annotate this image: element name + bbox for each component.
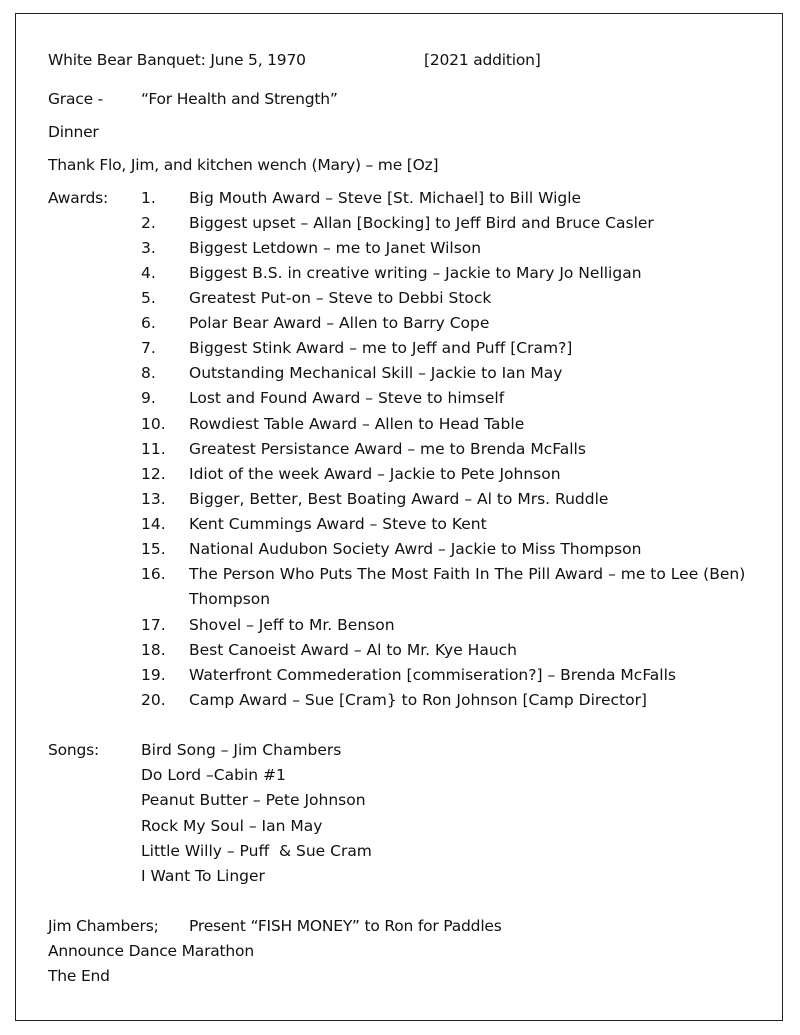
award-text: Shovel – Jeff to Mr. Benson xyxy=(189,616,395,634)
award-number: 3. xyxy=(141,239,156,257)
song-item: Do Lord –Cabin #1 xyxy=(141,766,286,784)
dance-line: Announce Dance Marathon xyxy=(48,942,254,960)
song-item: Peanut Butter – Pete Johnson xyxy=(141,791,366,809)
award-text: Rowdiest Table Award – Allen to Head Table xyxy=(189,415,525,433)
award-number: 2. xyxy=(141,214,156,232)
award-number: 16. xyxy=(141,565,166,583)
award-text: Best Canoeist Award – Al to Mr. Kye Hauch xyxy=(189,641,517,659)
award-text: Idiot of the week Award – Jackie to Pete Johnson xyxy=(189,465,561,483)
award-number: 15. xyxy=(141,540,166,558)
award-text: Polar Bear Award – Allen to Barry Cope xyxy=(189,314,490,332)
award-text: Biggest B.S. in creative writing – Jackie to Mary Jo Nelligan xyxy=(189,264,642,282)
award-number: 10. xyxy=(141,415,166,433)
song-item: I Want To Linger xyxy=(141,867,265,885)
dinner-line: Dinner xyxy=(48,123,99,141)
award-number: 20. xyxy=(141,691,166,709)
thanks-line: Thank Flo, Jim, and kitchen wench (Mary) – me [Oz] xyxy=(48,156,439,174)
closing-action: Present “FISH MONEY” to Ron for Paddles xyxy=(189,917,502,935)
grace-text: “For Health and Strength” xyxy=(141,90,338,108)
closing-speaker: Jim Chambers; xyxy=(48,917,159,935)
award-number: 12. xyxy=(141,465,166,483)
award-text: Waterfront Commederation [commiseration?] – Brenda McFalls xyxy=(189,666,676,684)
award-text: Greatest Put-on – Steve to Debbi Stock xyxy=(189,289,492,307)
award-text: National Audubon Society Awrd – Jackie to Miss Thompson xyxy=(189,540,642,558)
award-text: Greatest Persistance Award – me to Brenda McFalls xyxy=(189,440,586,458)
award-number: 13. xyxy=(141,490,166,508)
award-text: Outstanding Mechanical Skill – Jackie to Ian May xyxy=(189,364,563,382)
song-item: Little Willy – Puff & Sue Cram xyxy=(141,842,372,860)
award-number: 9. xyxy=(141,389,156,407)
award-text: Lost and Found Award – Steve to himself xyxy=(189,389,505,407)
award-text: Camp Award – Sue [Cram} to Ron Johnson [Camp Director] xyxy=(189,691,647,709)
document-title: White Bear Banquet: June 5, 1970 xyxy=(48,51,306,69)
award-number: 17. xyxy=(141,616,166,634)
award-number: 14. xyxy=(141,515,166,533)
award-number: 19. xyxy=(141,666,166,684)
song-item: Rock My Soul – Ian May xyxy=(141,817,323,835)
award-number: 8. xyxy=(141,364,156,382)
award-number: 18. xyxy=(141,641,166,659)
award-number: 6. xyxy=(141,314,156,332)
song-item: Bird Song – Jim Chambers xyxy=(141,741,342,759)
award-text: The Person Who Puts The Most Faith In The Pill Award – me to Lee (Ben) Thompson xyxy=(189,565,746,608)
award-text: Kent Cummings Award – Steve to Kent xyxy=(189,515,487,533)
award-number: 4. xyxy=(141,264,156,282)
songs-label: Songs: xyxy=(48,741,100,759)
award-text: Biggest Stink Award – me to Jeff and Puff [Cram?] xyxy=(189,339,573,357)
award-number: 11. xyxy=(141,440,166,458)
awards-label: Awards: xyxy=(48,189,108,207)
award-number: 1. xyxy=(141,189,156,207)
award-number: 7. xyxy=(141,339,156,357)
award-number: 5. xyxy=(141,289,156,307)
edition-note: [2021 addition] xyxy=(424,51,541,69)
award-text: Big Mouth Award – Steve [St. Michael] to Bill Wigle xyxy=(189,189,582,207)
grace-label: Grace - xyxy=(48,90,104,108)
award-text: Biggest upset – Allan [Bocking] to Jeff Bird and Bruce Casler xyxy=(189,214,654,232)
end-line: The End xyxy=(48,967,110,985)
award-text: Bigger, Better, Best Boating Award – Al to Mrs. Ruddle xyxy=(189,490,609,508)
award-text: Biggest Letdown – me to Janet Wilson xyxy=(189,239,482,257)
